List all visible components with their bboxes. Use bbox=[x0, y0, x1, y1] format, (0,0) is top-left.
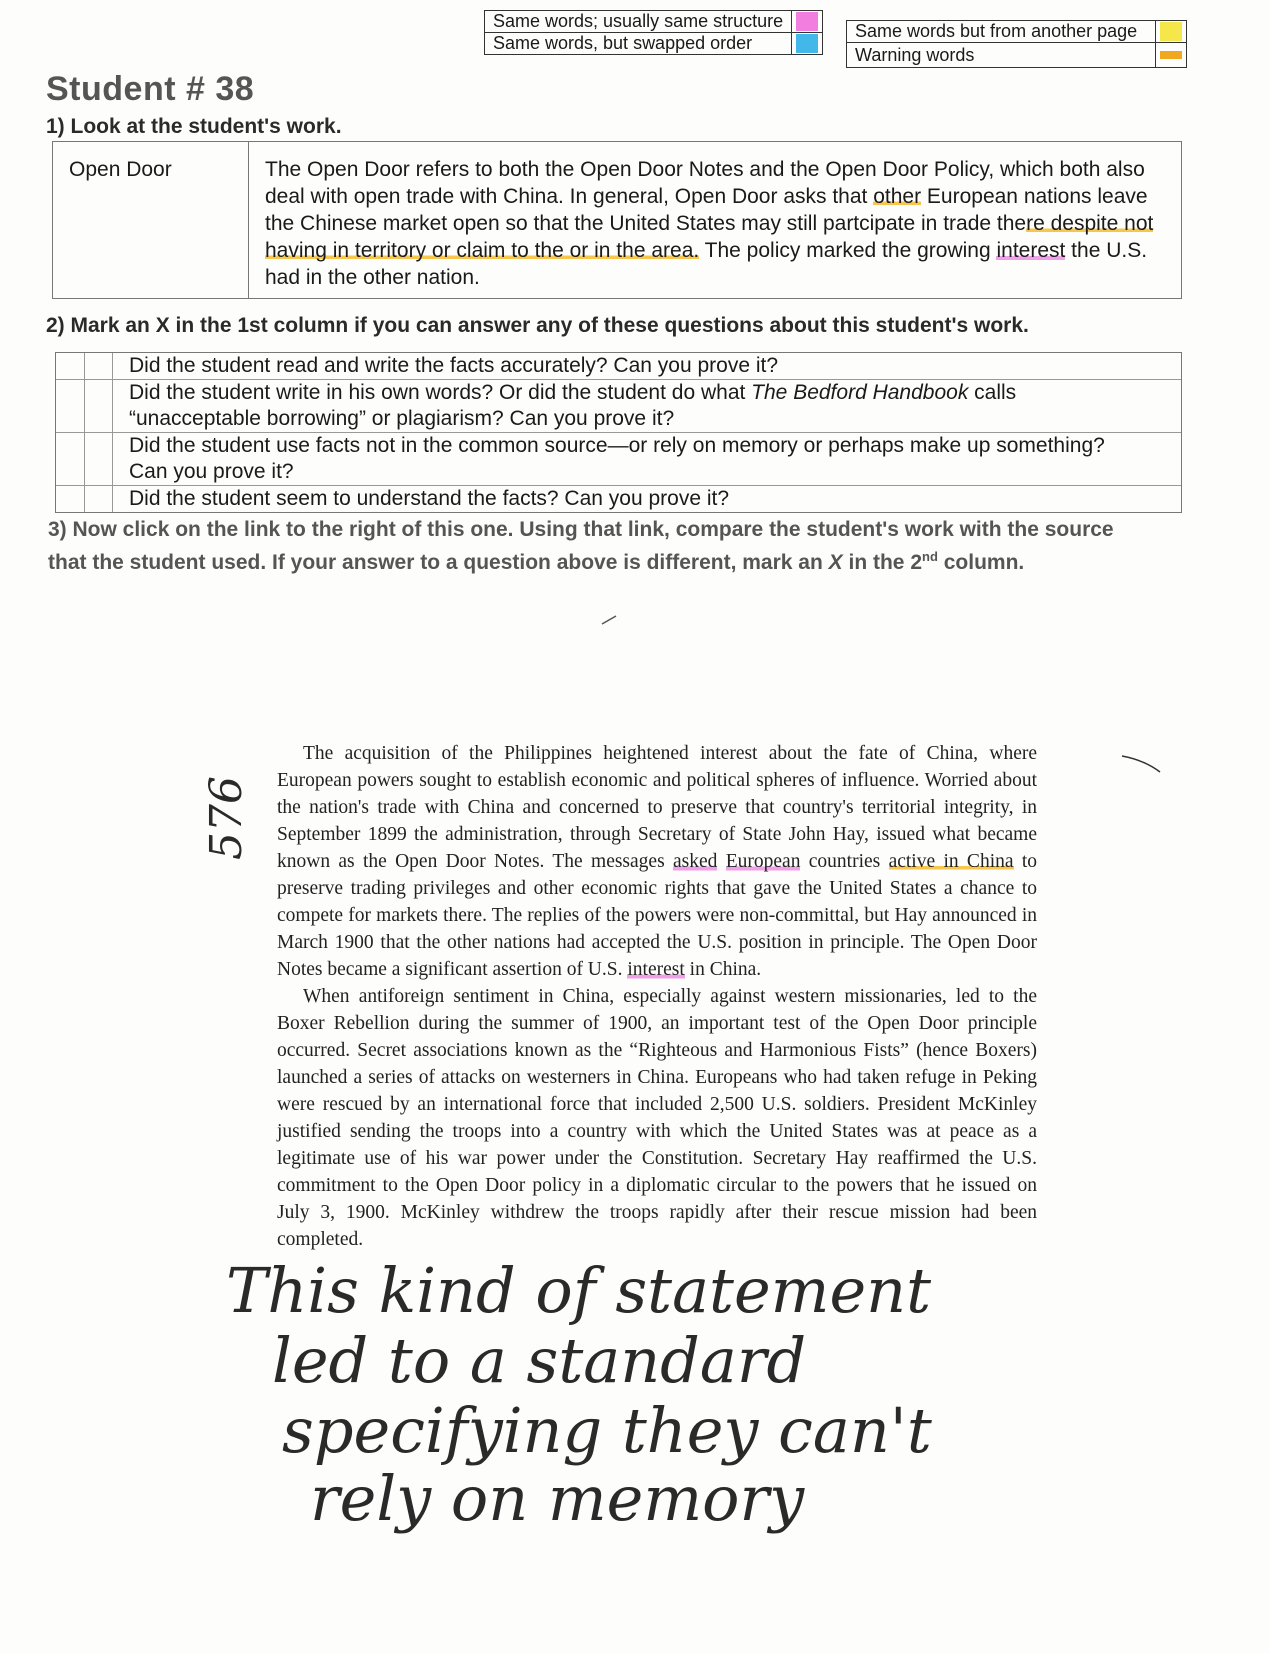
q3-text: 3) Now click on the link to the right of this one. Using that link, compare the student's work with the source that the student used. If your answer to a question above is different, mark an bbox=[48, 518, 1114, 574]
q1-term: Open Door bbox=[53, 142, 249, 298]
legend-row bbox=[485, 11, 823, 33]
source-excerpt bbox=[277, 740, 1037, 1253]
checkbox-column-1[interactable] bbox=[56, 433, 85, 485]
q3-text: column. bbox=[937, 551, 1025, 574]
answer-text: The policy marked the growing bbox=[699, 239, 997, 262]
q1-table bbox=[52, 141, 1182, 299]
checkbox-column-1[interactable] bbox=[56, 353, 85, 379]
highlight-same-words: interest bbox=[627, 959, 685, 980]
page-title: Student # 38 bbox=[46, 70, 255, 108]
pen-mark bbox=[600, 612, 620, 628]
checkbox-column-2[interactable] bbox=[84, 353, 113, 379]
source-text: countries bbox=[800, 851, 889, 872]
pen-mark bbox=[1120, 752, 1164, 776]
q3-sup: nd bbox=[922, 549, 938, 564]
student-answer bbox=[265, 156, 1165, 291]
q3-text: in the 2 bbox=[842, 551, 923, 574]
question-text: Did the student read and write the facts accurately? Can you prove it? bbox=[129, 354, 779, 377]
question-text: Did the student use facts not in the common source—or rely on memory or perhaps make up something? Can you prove it? bbox=[129, 434, 1105, 483]
checkbox-column-2[interactable] bbox=[84, 433, 113, 485]
question-row bbox=[56, 353, 1181, 380]
legend-right bbox=[846, 20, 1187, 68]
legend-swatch-yellow bbox=[1156, 21, 1187, 43]
legend-swatch-pink bbox=[792, 11, 823, 33]
question-text-part: Did the student write in his own words? Or did the student do what bbox=[129, 381, 752, 404]
legend-label: Same words, but swapped order bbox=[485, 33, 792, 55]
source-text: The acquisition of the Philippines heightened interest about the fate of China, where European powers sought to establish economic and political spheres of influence. Worried about the nation's trade with China and concerned to preserve that country's territorial integrity, in September 1899 the administration, through Secretary of State John Hay, issued what became known as the Open Door Notes. The messages bbox=[277, 743, 1037, 872]
question-row bbox=[56, 380, 1181, 433]
source-text: in China. bbox=[684, 959, 762, 980]
handwritten-page-number: 576 bbox=[201, 776, 252, 860]
question-text-part: calls “unacceptable borrowing” or plagiarism? Can you prove it? bbox=[129, 381, 1017, 430]
question-row bbox=[56, 433, 1181, 486]
legend-row bbox=[485, 33, 823, 55]
answer-text: European nations leave the Chinese market open so that the United States may still partcipate in trade the bbox=[265, 185, 1148, 235]
checkbox-column-2[interactable] bbox=[84, 380, 113, 432]
legend-label: Warning words bbox=[847, 43, 1156, 68]
question-row bbox=[56, 486, 1181, 512]
question-text: Did the student seem to understand the facts? Can you prove it? bbox=[129, 487, 730, 510]
highlight-warning: other bbox=[873, 185, 922, 208]
highlight-warning: re despite not having in territory or claim to the or in the area. bbox=[265, 212, 1154, 262]
source-text: to preserve trading privileges and other economic rights that gave the United States a chance to compete for markets there. The replies of the powers were non-committal, but Hay announced in March 1900 that the other nations had accepted the U.S. position in principle. The Open Door Notes became a significant assertion of U.S. bbox=[277, 851, 1038, 980]
q3-x: X bbox=[828, 551, 843, 574]
handwritten-line: This kind of statement bbox=[226, 1254, 931, 1327]
q2-heading: 2) Mark an X in the 1st column if you can answer any of these questions about this student's work. bbox=[46, 314, 1029, 337]
legend-row bbox=[847, 21, 1187, 43]
legend-left bbox=[484, 10, 823, 55]
legend-row bbox=[847, 43, 1187, 68]
highlight-same-words: European bbox=[725, 851, 801, 872]
answer-text: The Open Door refers to both the Open Door Notes and the Open Door Policy, which both also deal with open trade with China. In general, Open Door asks that bbox=[265, 158, 1145, 208]
legend-label: Same words; usually same structure bbox=[485, 11, 792, 33]
highlight-same-words: asked bbox=[673, 851, 718, 872]
source-text bbox=[717, 851, 725, 872]
checkbox-column-2[interactable] bbox=[84, 486, 113, 512]
handwritten-line: led to a standard bbox=[272, 1324, 807, 1397]
source-paragraph bbox=[277, 740, 1037, 983]
handwritten-line: rely on memory bbox=[310, 1462, 805, 1535]
highlight-same-words: interest bbox=[996, 239, 1066, 262]
source-paragraph: When antiforeign sentiment in China, especially against western missionaries, led to the Boxer Rebellion during the summer of 1900, an important test of the Open Door principle occurred. Secret associations known as the “Righteous and Harmonious Fists” (hence Boxers) launched a series of attacks on westerners in China. Europeans who had taken refuge in Peking were rescued by an international force that included 2,500 U.S. soldiers. President McKinley justified sending the troops into a country with which the United States was at peace as a legitimate use of his war power under the Constitution. Secretary Hay reaffirmed the U.S. commitment to the Open Door policy in a diplomatic circular to the powers that he issued on July 3, 1900. McKinley withdrew the troops rapidly after their rescue mission had been completed. bbox=[277, 986, 1037, 1250]
legend-label: Same words but from another page bbox=[847, 21, 1156, 43]
legend-swatch-blue bbox=[792, 33, 823, 55]
book-title: The Bedford Handbook bbox=[751, 381, 969, 404]
highlight-warning: active in China bbox=[888, 851, 1014, 872]
q1-heading: 1) Look at the student's work. bbox=[46, 115, 342, 138]
checkbox-column-1[interactable] bbox=[56, 486, 85, 512]
question-text bbox=[129, 380, 1181, 432]
legend-swatch-orange bbox=[1156, 43, 1187, 68]
handwritten-line: specifying they can't bbox=[282, 1394, 932, 1467]
checkbox-column-1[interactable] bbox=[56, 380, 85, 432]
q3-instructions bbox=[48, 516, 1148, 576]
answer-text: the U.S. had in the other nation. bbox=[265, 239, 1148, 289]
q2-table bbox=[55, 352, 1182, 513]
